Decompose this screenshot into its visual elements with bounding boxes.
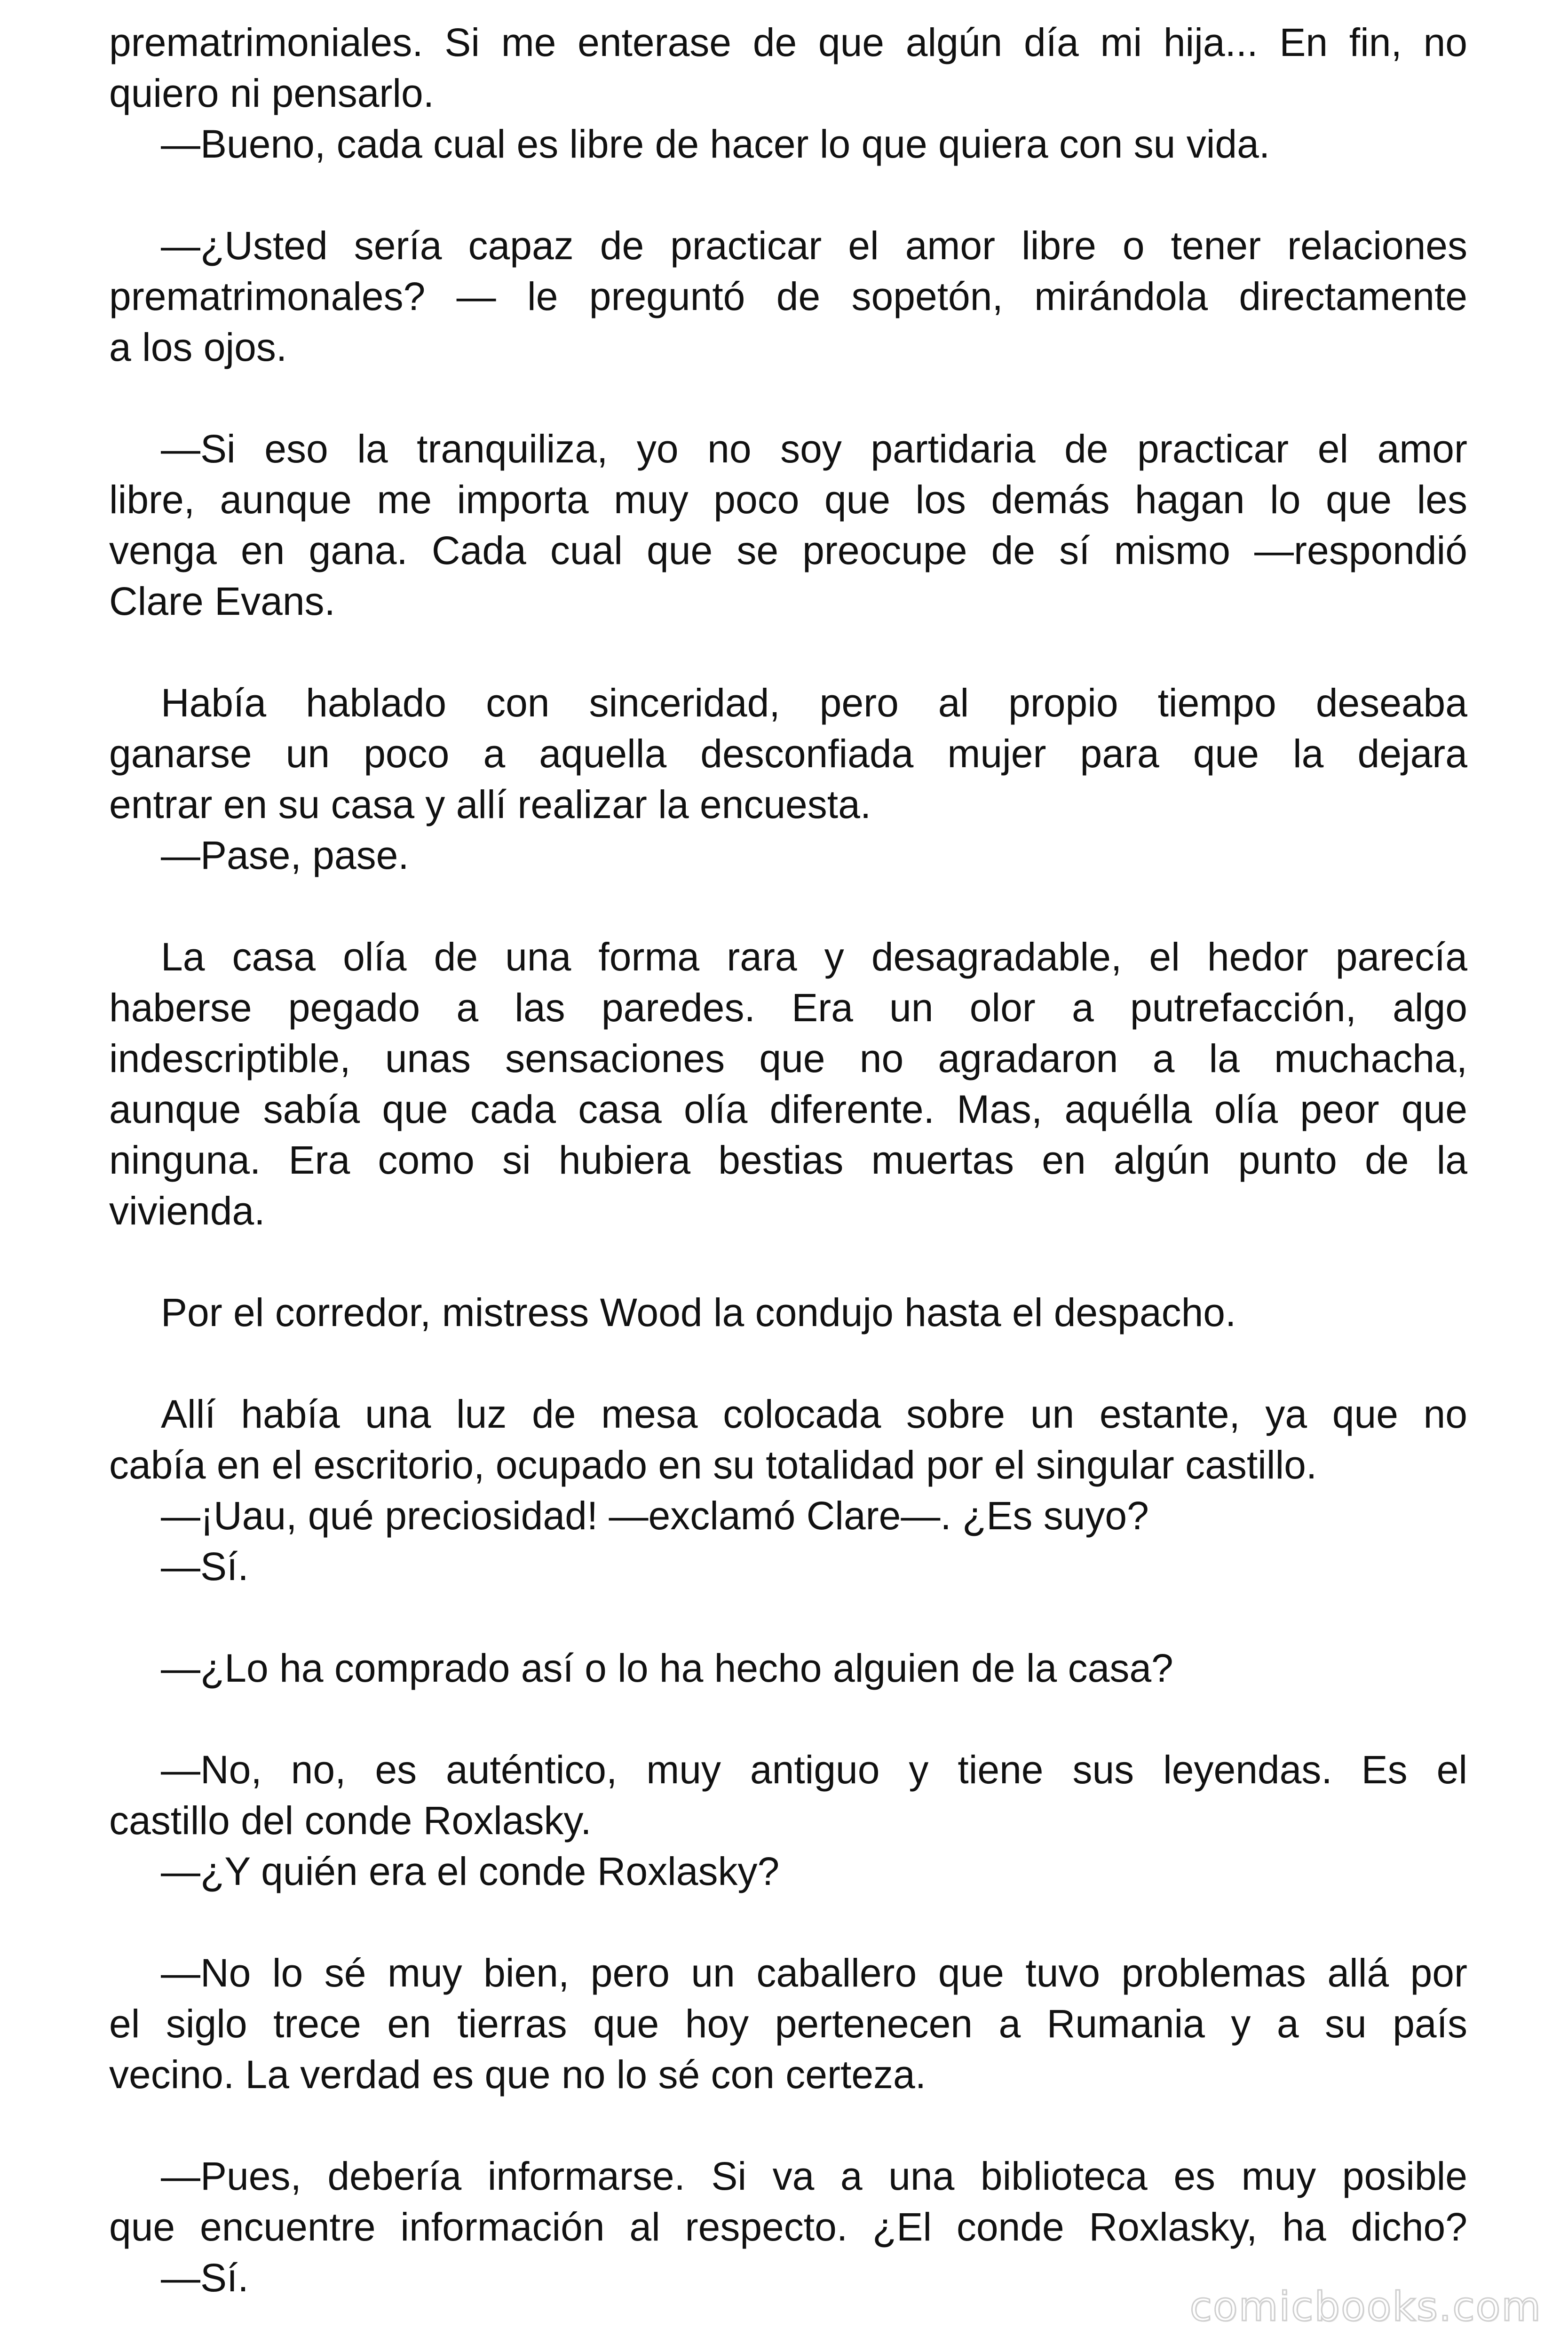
text-line: —Bueno, cada cual es libre de hacer lo que quiera con su vida. xyxy=(161,122,1270,166)
text-line: cabía en el escritorio, ocupado en su totalidad por el singular castillo. xyxy=(109,1443,1317,1487)
text-line: Había hablado con sinceridad, pero al propio tiempo deseaba xyxy=(161,681,1467,725)
text-line: —Pase, pase. xyxy=(161,833,409,877)
text-line: —Si eso la tranquiliza, yo no soy partidaria de practicar el amor xyxy=(161,427,1467,471)
text-line: —¡Uau, qué preciosidad! —exclamó Clare—. ¿Es suyo? xyxy=(161,1494,1149,1538)
text-line: Por el corredor, mistress Wood la condujo hasta el despacho. xyxy=(161,1290,1236,1335)
watermark: comicbooks.com xyxy=(1189,2283,1542,2330)
text-line: el siglo trece en tierras que hoy pertenecen a Rumania y a su país xyxy=(109,2002,1467,2046)
text-line: libre, aunque me importa muy poco que los demás hagan lo que les xyxy=(109,477,1467,522)
text-line: vecino. La verdad es que no lo sé con certeza. xyxy=(109,2052,927,2097)
text-line: —Sí. xyxy=(161,2256,249,2300)
text-line: —¿Usted sería capaz de practicar el amor libre o tener relaciones xyxy=(161,223,1467,268)
text-line: venga en gana. Cada cual que se preocupe de sí mismo —respondió xyxy=(109,528,1467,572)
text-line: quiero ni pensarlo. xyxy=(109,71,435,115)
text-line: ninguna. Era como si hubiera bestias muertas en algún punto de la xyxy=(109,1138,1467,1182)
book-page xyxy=(109,17,1467,2303)
text-line: indescriptible, unas sensaciones que no agradaron a la muchacha, xyxy=(109,1036,1467,1081)
text-line: aunque sabía que cada casa olía diferente. Mas, aquélla olía peor que xyxy=(109,1087,1467,1131)
text-line: haberse pegado a las paredes. Era un olor a putrefacción, algo xyxy=(109,985,1467,1030)
text-line: castillo del conde Roxlasky. xyxy=(109,1798,592,1843)
text-line: Clare Evans. xyxy=(109,579,335,623)
text-line: —Sí. xyxy=(161,1544,249,1589)
text-line: Allí había una luz de mesa colocada sobre un estante, ya que no xyxy=(161,1392,1467,1436)
text-line: vivienda. xyxy=(109,1189,265,1233)
text-line: —¿Y quién era el conde Roxlasky? xyxy=(161,1849,780,1893)
text-line: prematrimonales? — le preguntó de sopetón, mirándola directamente xyxy=(109,274,1467,318)
text-line: que encuentre información al respecto. ¿El conde Roxlasky, ha dicho? xyxy=(109,2205,1467,2249)
text-line: prematrimoniales. Si me enterase de que algún día mi hija... En fin, no xyxy=(109,20,1467,64)
text-line: —No, no, es auténtico, muy antiguo y tiene sus leyendas. Es el xyxy=(161,1748,1467,1792)
text-line: a los ojos. xyxy=(109,325,287,369)
text-line: La casa olía de una forma rara y desagradable, el hedor parecía xyxy=(161,935,1467,979)
text-line: ganarse un poco a aquella desconfiada mujer para que la dejara xyxy=(109,731,1467,776)
text-line: —¿Lo ha comprado así o lo ha hecho alguien de la casa? xyxy=(161,1646,1173,1690)
text-line: —Pues, debería informarse. Si va a una biblioteca es muy posible xyxy=(161,2154,1467,2198)
text-line: entrar en su casa y allí realizar la encuesta. xyxy=(109,782,871,826)
text-line: —No lo sé muy bien, pero un caballero que tuvo problemas allá por xyxy=(161,1951,1467,1995)
